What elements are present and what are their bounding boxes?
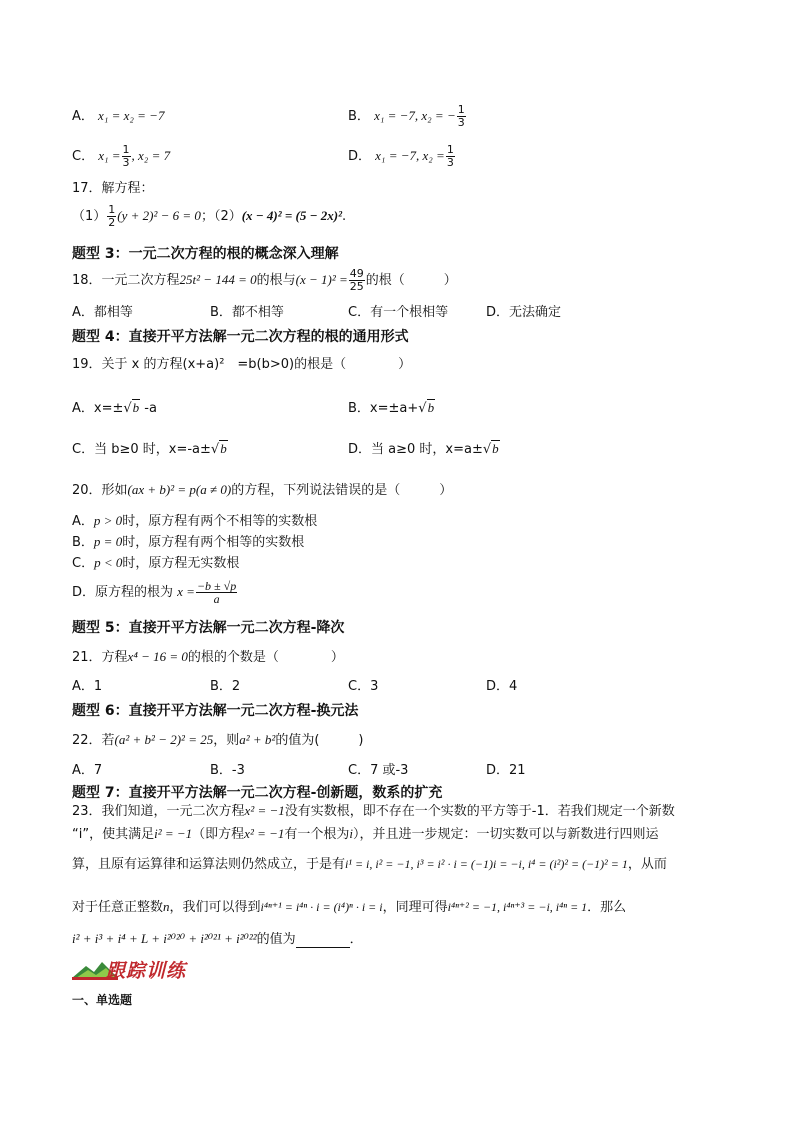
q21-option-c: C．3	[348, 679, 379, 694]
q19-option-b: B．x=±a+√b	[348, 400, 435, 416]
q22-stem: 22．若(a² + b² − 2)² = 25，则a² + b²的值为( )	[72, 732, 364, 748]
section-heading-type6: 题型 6：直接开平方法解一元二次方程-换元法	[72, 703, 359, 719]
q16-option-d: D． x₁ = −7, x₂ = $\frac{1}{3}$	[348, 143, 454, 169]
q17-parts: （1） $\frac{1}{2}$ (y + 2)² − 6 = 0；（2）(x − 4)² = (5 − 2x)².	[72, 203, 347, 229]
q23-line3: 算，且原有运算律和运算法则仍然成立，于是有i¹ = i, i² = −1, i³ = i² · i = (−1)i = −i, i⁴ = (i²)² = (−1)² = 1，从而	[72, 857, 667, 872]
q16-option-c: C． x₁ = $\frac{1}{3}$ , x₂ = 7	[72, 143, 171, 169]
q23-line4: 对于任意正整数n，我们可以得到i⁴ⁿ⁺¹ = i⁴ⁿ · i = (i⁴)ⁿ · i = i，同理可得i⁴ⁿ⁺² = −1, i⁴ⁿ⁺³ = −i, i⁴ⁿ = 1．那么	[72, 899, 627, 915]
q20-option-b: B．p = 0时，原方程有两个相等的实数根	[72, 534, 305, 550]
q19-option-c: C．当 b≥0 时，x=-a±√b	[72, 441, 227, 457]
q16-option-a: A． x₁ = x₂ = −7	[72, 108, 165, 124]
q22-option-d: D．21	[486, 763, 526, 778]
q18-option-a: A．都相等	[72, 305, 133, 320]
q20-option-d: D．原方程的根为 x = $\frac{-b \pm √p}{a}$	[72, 579, 237, 606]
section-heading-type4: 题型 4：直接开平方法解一元二次方程的根的通用形式	[72, 329, 409, 345]
q23-line1: 23．我们知道，一元二次方程x² = −1没有实数根，即不存在一个实数的平方等于-1．若我们规定一个新数	[72, 803, 675, 819]
q21-option-a: A．1	[72, 679, 103, 694]
q18-stem: 18．一元二次方程25t² − 144 = 0的根与(x − 1)² = $\frac{49}{25}$ 的根（ ）	[72, 267, 457, 293]
q18-option-d: D．无法确定	[486, 305, 562, 320]
q21-option-b: B．2	[210, 679, 241, 694]
section-heading-type3: 题型 3：一元二次方程的根的概念深入理解	[72, 246, 339, 262]
section-heading-type7: 题型 7：直接开平方法解一元二次方程-创新题，数系的扩充	[72, 785, 443, 801]
q20-option-c: C．p < 0时，原方程无实数根	[72, 555, 240, 571]
q20-stem: 20．形如(ax + b)² = p(a ≠ 0)的方程，下列说法错误的是（ ）	[72, 482, 453, 498]
section-heading-type5: 题型 5：直接开平方法解一元二次方程-降次	[72, 620, 345, 636]
q17-stem: 17．解方程：	[72, 181, 154, 196]
banner-title: 跟踪训练	[106, 960, 187, 982]
q22-option-a: A．7	[72, 763, 103, 778]
q19-option-d: D．当 a≥0 时，x=a±√b	[348, 441, 499, 457]
q18-option-c: C．有一个根相等	[348, 305, 449, 320]
q18-option-b: B．都不相等	[210, 305, 284, 320]
q23-line2: “i”，使其满足i² = −1（即方程x² = −1有一个根为i），并且进一步规定：一切实数可以与新数进行四则运	[72, 826, 659, 842]
follow-up-banner	[72, 956, 234, 980]
section-title: 一、单选题	[72, 993, 133, 1007]
q23-line5: i² + i³ + i⁴ + L + i²⁰²⁰ + i²⁰²¹ + i²⁰²²的值为 ．	[72, 931, 363, 947]
q19-option-a: A．x=±√b -a	[72, 400, 157, 416]
q19-stem: 19．关于 x 的方程(x+a)² =b(b>0)的根是（ ）	[72, 357, 412, 372]
answer-blank[interactable]	[296, 935, 350, 948]
q21-stem: 21．方程x⁴ − 16 = 0的根的个数是（ ）	[72, 649, 344, 665]
q21-option-d: D．4	[486, 679, 518, 694]
q20-option-a: A．p > 0时，原方程有两个不相等的实数根	[72, 513, 318, 529]
q22-option-c: C．7 或-3	[348, 763, 409, 778]
q16-option-b: B． x₁ = −7, x₂ = − $\frac{1}{3}$	[348, 103, 465, 129]
q22-option-b: B．-3	[210, 763, 245, 778]
